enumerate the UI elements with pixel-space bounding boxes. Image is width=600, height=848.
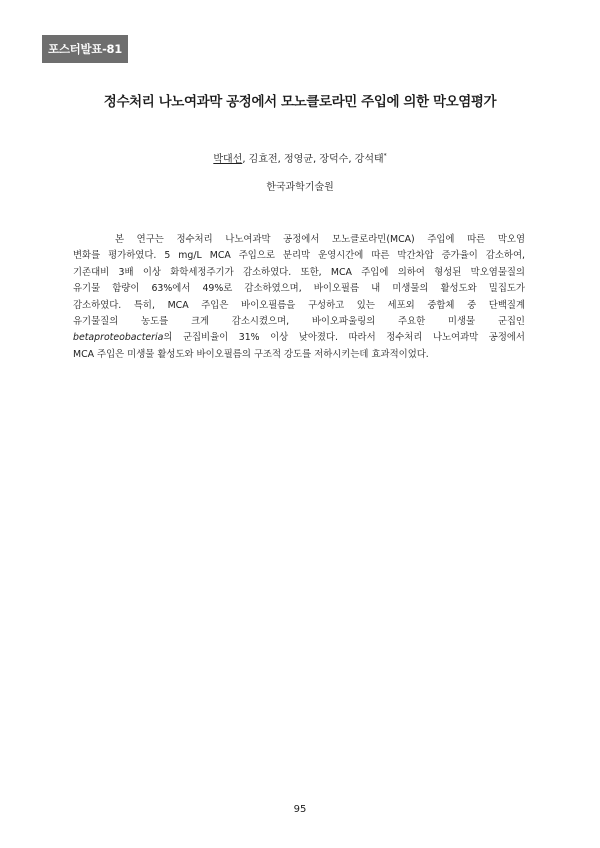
- species-name: betaproteobacteria: [73, 332, 164, 344]
- abstract-line: 유기물질의 농도를 크게 감소시켰으며, 바이오파울링의 주요한 미생물 군집인: [73, 315, 525, 327]
- abstract-line: [73, 330, 525, 346]
- abstract-line: 본 연구는 정수처리 나노여과막 공정에서 모노클로라민(MCA) 주입에 따른 막오염: [115, 234, 525, 245]
- corresponding-author-mark: *: [383, 152, 387, 160]
- session-tag: 포스터발표-81: [42, 35, 128, 63]
- abstract-line: 유기물 함량이 63%에서 49%로 감소하였으며, 바이오필름 내 미생물의 활성도와 밀집도가: [73, 283, 525, 295]
- presenter-name: 박대선: [213, 154, 243, 165]
- abstract-line: 변화를 평가하였다. 5 mg/L MCA 주입으로 분리막 운영시간에 따른 막간차압 증가율이 감소하여,: [73, 250, 525, 262]
- abstract-line: 감소하였다. 특히, MCA 주입은 바이오필름을 구성하고 있는 세포외 중합체 중 단백질계: [73, 299, 525, 311]
- paper-title: 정수처리 나노여과막 공정에서 모노클로라민 주입에 의한 막오염평가: [103, 94, 497, 110]
- affiliation: 한국과학기술원: [266, 182, 334, 193]
- page-number: 95: [293, 804, 307, 815]
- abstract-body: [73, 232, 525, 363]
- abstract-line-text: 의 군집비율이 31% 이상 낮아졌다. 따라서 정수처리 나노여과막 공정에서: [163, 332, 525, 344]
- coauthor-names: , 김효전, 정영균, 장덕수, 강석태: [242, 154, 384, 165]
- abstract-line: MCA 주입은 미생물 활성도와 바이오필름의 구조적 강도를 저하시키는데 효과적이었다.: [73, 348, 429, 360]
- author-list: [0, 150, 600, 165]
- abstract-line: 기존대비 3배 이상 화학세정주기가 감소하였다. 또한, MCA 주입에 의하여 형성된 막오염물질의: [73, 266, 525, 278]
